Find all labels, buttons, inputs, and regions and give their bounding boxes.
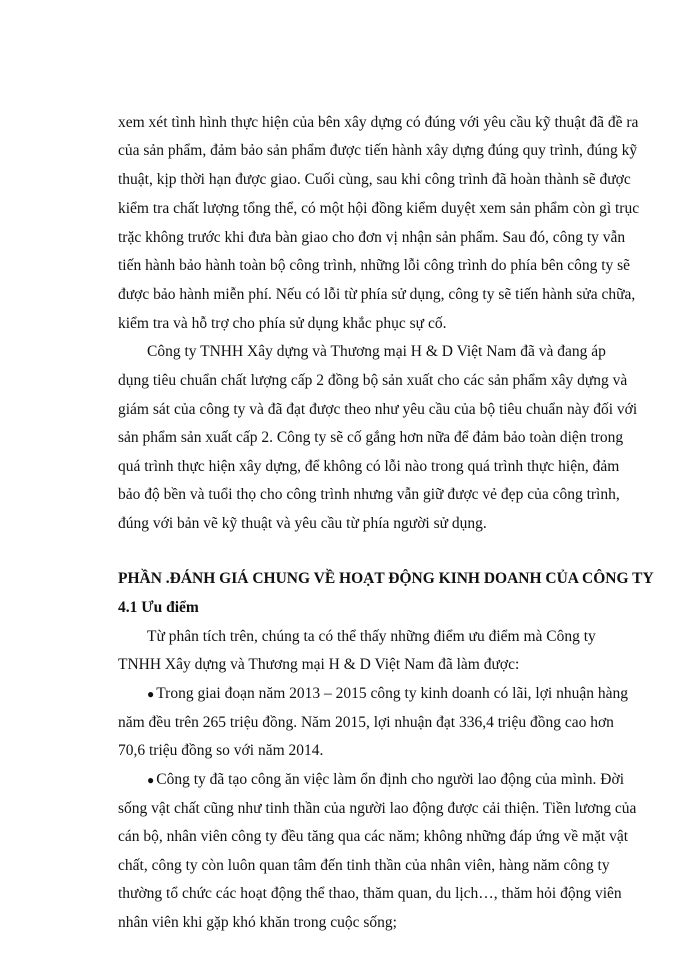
text-line: sản phẩm sản xuất cấp 2. Công ty sẽ cố gắng hơn nữa để đảm bảo toàn diện trong <box>118 429 624 446</box>
text-line: quá trình thực hiện xây dựng, để không có lỗi nào trong quá trình thực hiện, đảm <box>118 458 620 475</box>
text-line: giám sát của công ty và đã đạt được theo như yêu cầu của bộ tiêu chuẩn này đối với <box>118 401 638 418</box>
section-heading: PHẦN .ĐÁNH GIÁ CHUNG VỀ HOẠT ĐỘNG KINH DOANH CỦA CÔNG TY <box>118 570 654 587</box>
bullet-icon: ● <box>147 687 155 701</box>
text-line: đúng với bản vẽ kỹ thuật và yêu cầu từ phía người sử dụng. <box>118 515 487 532</box>
bullet-text: Trong giai đoạn năm 2013 – 2015 công ty kinh doanh có lãi, lợi nhuận hàng <box>156 685 628 702</box>
bullet-line <box>147 684 628 704</box>
bullet-icon: ● <box>147 773 155 787</box>
text-line: của sản phẩm, đảm bảo sản phẩm được tiến hành xây dựng đúng quy trình, đúng kỹ <box>118 142 638 159</box>
text-line: dụng tiêu chuẩn chất lượng cấp 2 đồng bộ sản xuất cho các sản phẩm xây dựng và <box>118 372 628 389</box>
text-line: nhân viên khi gặp khó khăn trong cuộc sống; <box>118 914 397 931</box>
text-line: TNHH Xây dựng và Thương mại H & D Việt Nam đã làm được: <box>118 656 520 673</box>
text-line: Công ty TNHH Xây dựng và Thương mại H & D Việt Nam đã và đang áp <box>147 343 606 360</box>
text-line: kiểm tra và hỗ trợ cho phía sử dụng khắc phục sự cố. <box>118 315 447 332</box>
text-line: thuật, kịp thời hạn được giao. Cuối cùng, sau khi công trình đã hoàn thành sẽ được <box>118 171 631 188</box>
bullet-text: Công ty đã tạo công ăn việc làm ổn định cho người lao động của mình. Đời <box>156 771 624 788</box>
text-line: sống vật chất cũng như tinh thần của người lao động được cải thiện. Tiền lương của <box>118 800 637 817</box>
text-line: được bảo hành miễn phí. Nếu có lỗi từ phía sử dụng, công ty sẽ tiến hành sửa chữa, <box>118 286 636 303</box>
bullet-line <box>147 770 624 790</box>
text-line: năm đều trên 265 triệu đồng. Năm 2015, lợi nhuận đạt 336,4 triệu đồng cao hơn <box>118 714 614 731</box>
text-line: chất, công ty còn luôn quan tâm đến tinh thần của nhân viên, hàng năm công ty <box>118 857 610 874</box>
text-line: cán bộ, nhân viên công ty đều tăng qua các năm; không những đáp ứng về mặt vật <box>118 828 629 845</box>
text-line: thường tổ chức các hoạt động thể thao, thăm quan, du lịch…, thăm hỏi động viên <box>118 885 622 902</box>
text-line: xem xét tình hình thực hiện của bên xây dựng có đúng với yêu cầu kỹ thuật đã đề ra <box>118 114 639 131</box>
text-line: Từ phân tích trên, chúng ta có thể thấy những điểm ưu điểm mà Công ty <box>147 628 596 645</box>
text-line: trặc không trước khi đưa bàn giao cho đơn vị nhận sản phẩm. Sau đó, công ty vẫn <box>118 229 626 246</box>
text-line: tiến hành bảo hành toàn bộ công trình, những lỗi công trình do phía bên công ty sẽ <box>118 257 631 274</box>
text-line: kiểm tra chất lượng tổng thể, có một hội đồng kiểm duyệt xem sản phẩm còn gì trục <box>118 200 640 217</box>
subsection-heading: 4.1 Ưu điểm <box>118 599 199 616</box>
text-line: 70,6 triệu đồng so với năm 2014. <box>118 742 324 759</box>
text-line: bảo độ bền và tuổi thọ cho công trình nhưng vẫn giữ được vẻ đẹp của công trình, <box>118 486 620 503</box>
